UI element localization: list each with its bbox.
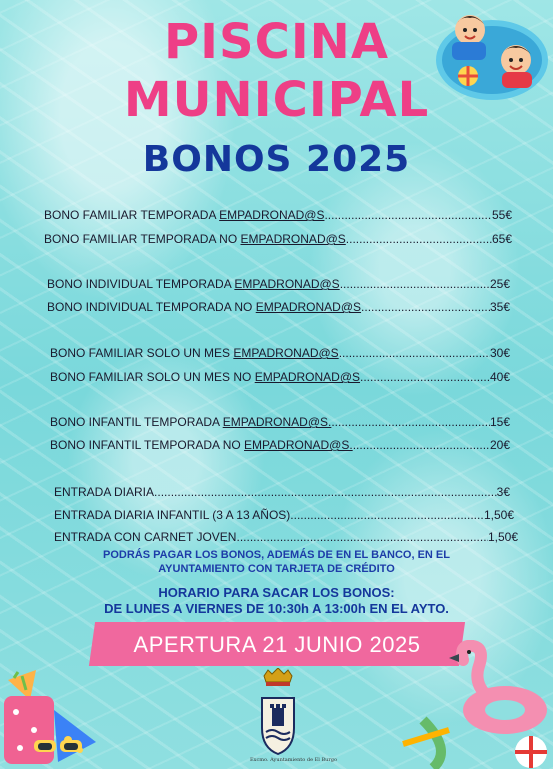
- flamingo-float-illustration: [393, 640, 553, 769]
- payment-note-line-1: PODRÁS PAGAR LOS BONOS, ADEMÁS DE EN EL BANCO, EN EL: [103, 549, 450, 561]
- price-label: BONO FAMILIAR TEMPORADA: [44, 208, 220, 222]
- price-value: 35€: [489, 300, 510, 314]
- price-label-underlined: EMPADRONAD@S: [233, 346, 339, 360]
- dot-leader: [324, 208, 492, 222]
- dot-leader: [154, 485, 497, 499]
- price-label-underlined: EMPADRONAD@S: [255, 300, 362, 314]
- price-value: 3€: [496, 485, 510, 499]
- subtitle-bonos: BONOS 2025: [142, 139, 411, 180]
- price-row: [50, 346, 510, 360]
- price-row: [44, 232, 512, 246]
- dot-leader: [340, 277, 490, 291]
- price-label: BONO FAMILIAR SOLO UN MES NO: [50, 370, 255, 384]
- crest-caption: Excmo. Ayuntamiento de El Burgo: [250, 757, 337, 763]
- dot-leader: [331, 415, 490, 429]
- payment-note-line-2: AYUNTAMIENTO CON TARJETA DE CRÉDITO: [158, 563, 395, 575]
- dot-leader: [339, 346, 490, 360]
- price-label-underlined: EMPADRONAD@S: [240, 232, 346, 246]
- price-value: 20€: [489, 438, 510, 452]
- price-label-underlined: EMPADRONAD@S.: [222, 415, 332, 429]
- title-line-1: PISCINA: [163, 14, 389, 70]
- price-value: 25€: [489, 277, 510, 291]
- price-label: BONO INFANTIL TEMPORADA NO: [50, 438, 245, 452]
- price-row: [54, 508, 514, 522]
- price-value: 40€: [489, 370, 510, 384]
- price-label-underlined: EMPADRONAD@S.: [244, 438, 353, 452]
- price-value: 1,50€: [483, 508, 514, 522]
- price-row: [44, 208, 512, 222]
- dot-leader: [353, 438, 490, 452]
- price-label-underlined: EMPADRONAD@S: [219, 208, 325, 222]
- party-drink-illustration: [0, 660, 110, 769]
- dot-leader: [360, 370, 490, 384]
- dot-leader: [290, 508, 484, 522]
- dot-leader: [346, 232, 492, 246]
- price-row: [50, 415, 510, 429]
- price-label: ENTRADA DIARIA: [54, 485, 155, 499]
- price-label-underlined: EMPADRONAD@S: [234, 277, 340, 291]
- title-line-2: MUNICIPAL: [123, 72, 430, 128]
- price-label-underlined: EMPADRONAD@S: [254, 370, 361, 384]
- opening-date-text: APERTURA 21 JUNIO 2025: [133, 632, 421, 657]
- municipal-crest-logo: [258, 668, 298, 756]
- price-value: 30€: [489, 346, 510, 360]
- price-value: 65€: [491, 232, 512, 246]
- price-label: ENTRADA CON CARNET JOVEN: [54, 530, 237, 544]
- dot-leader: [361, 300, 490, 314]
- price-row: [54, 485, 510, 499]
- price-value: 15€: [489, 415, 510, 429]
- price-row: [50, 370, 510, 384]
- price-label: BONO INFANTIL TEMPORADA: [50, 415, 223, 429]
- hours-title: HORARIO PARA SACAR LOS BONOS:: [158, 585, 395, 600]
- price-value: 1,50€: [487, 530, 518, 544]
- price-row: [47, 277, 510, 291]
- price-row: [50, 438, 510, 452]
- hours-detail: DE LUNES A VIERNES DE 10:30h A 13:00h EN EL AYTO.: [104, 601, 449, 616]
- price-label: ENTRADA DIARIA INFANTIL (3 A 13 AÑOS): [54, 508, 291, 522]
- price-row: [47, 300, 510, 314]
- price-label: BONO FAMILIAR SOLO UN MES: [50, 346, 234, 360]
- dot-leader: [236, 530, 487, 544]
- price-label: BONO FAMILIAR TEMPORADA NO: [44, 232, 241, 246]
- price-value: 55€: [491, 208, 512, 222]
- price-label: BONO INDIVIDUAL TEMPORADA: [47, 277, 235, 291]
- price-label: BONO INDIVIDUAL TEMPORADA NO: [47, 300, 256, 314]
- price-row: [54, 530, 518, 544]
